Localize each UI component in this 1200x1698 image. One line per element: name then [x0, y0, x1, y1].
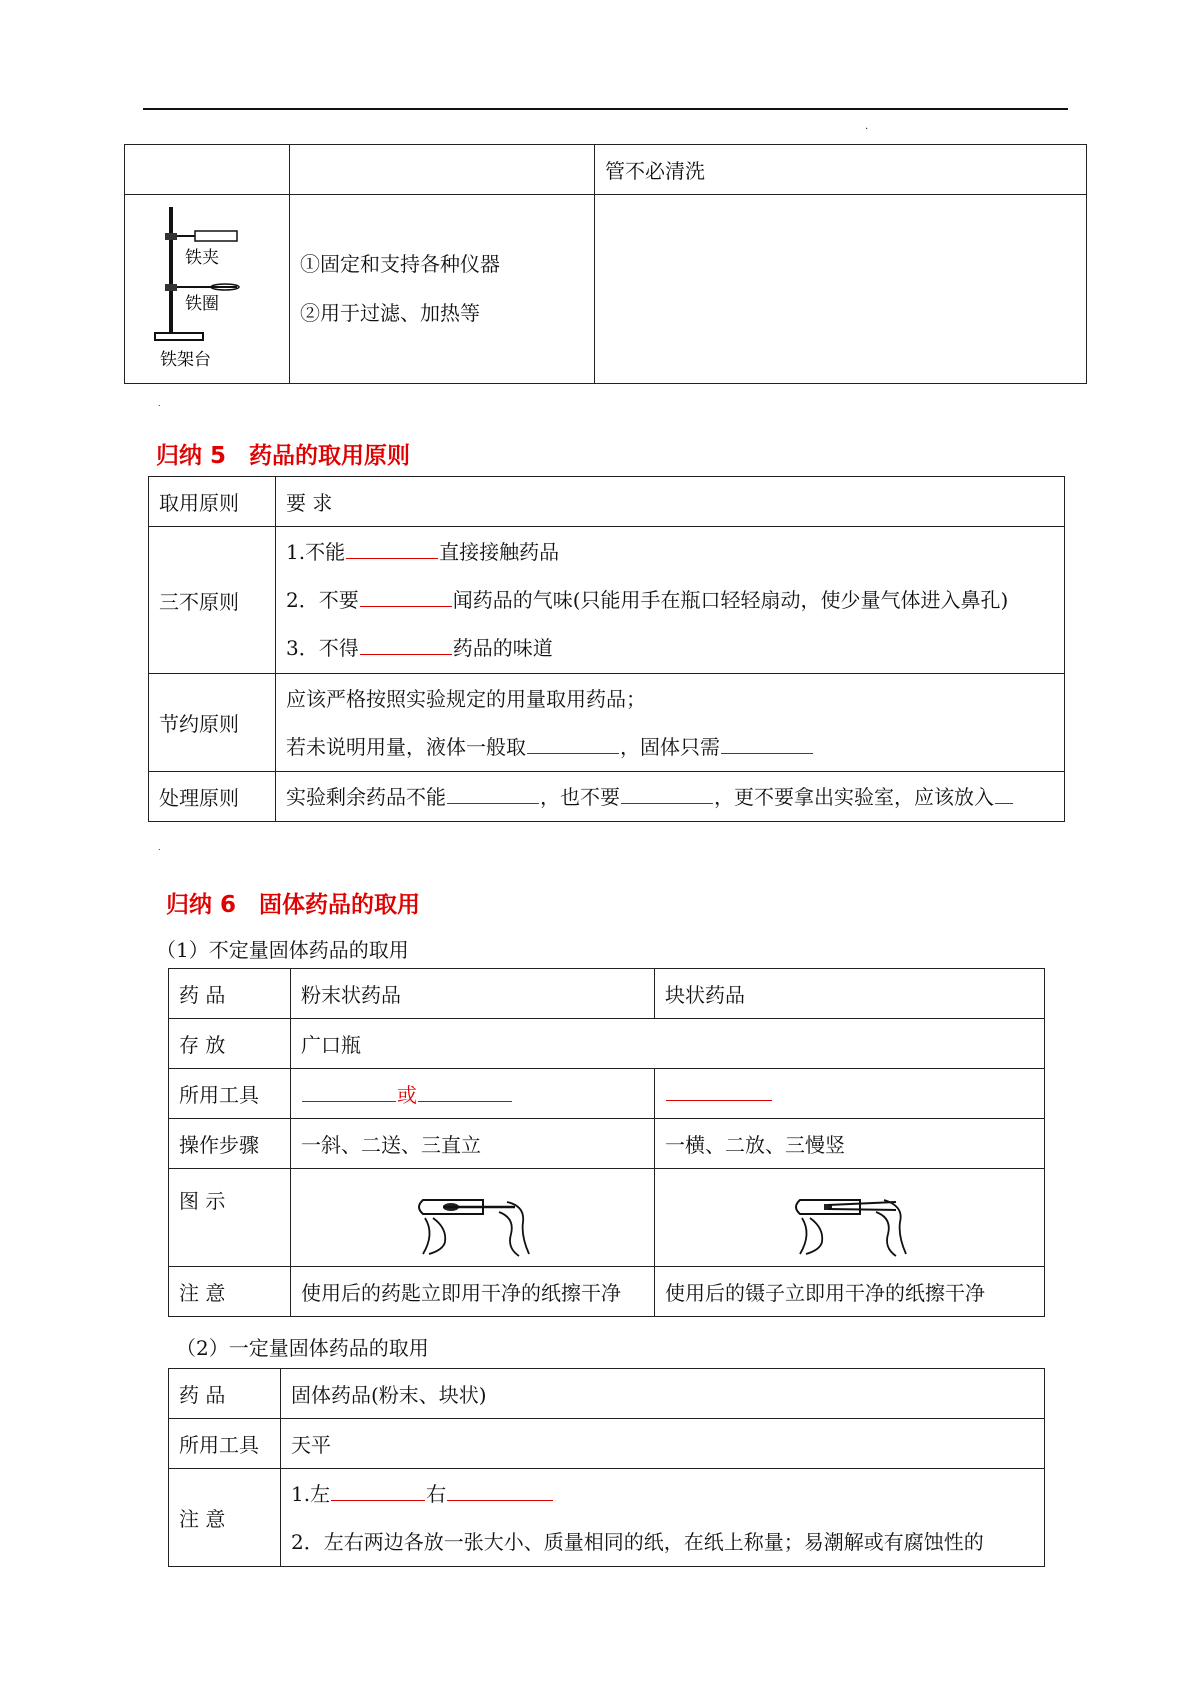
fill-blank: [360, 605, 452, 607]
tool2-label: 所用工具: [169, 1419, 281, 1469]
ring-label: 铁圈: [185, 294, 219, 314]
lump-note: 使用后的镊子立即用干净的纸擦干净: [655, 1267, 1045, 1317]
iron-stand-figure-cell: [125, 195, 290, 384]
fill-blank: [331, 1499, 425, 1501]
table-row: [149, 674, 1065, 772]
powder-tools: 或: [291, 1069, 655, 1119]
table-row: [149, 477, 1065, 527]
table-row: [169, 1119, 1045, 1169]
empty-cell: [125, 145, 290, 195]
empty-cell: [290, 145, 595, 195]
table-row: [149, 772, 1065, 822]
balance-table: [168, 1368, 1045, 1567]
table-row: [169, 1469, 1045, 1567]
fill-blank: [447, 802, 539, 804]
header-requirement: 要 求: [276, 477, 1065, 527]
table-row: [169, 1369, 1045, 1419]
stand-label: 铁架台: [160, 350, 211, 370]
lump-header: 块状药品: [655, 969, 1045, 1019]
section6-title: 归纳 6 固体药品的取用: [166, 892, 421, 918]
saving-text: [276, 674, 1065, 772]
fill-blank: [447, 1499, 553, 1501]
cleaning-note: 管不必清洗: [595, 145, 1087, 195]
powder-steps: 一斜、二送、三直立: [291, 1119, 655, 1169]
fill-blank: [995, 802, 1013, 804]
note2-label: 注 意: [169, 1469, 281, 1567]
tool2-value: 天平: [281, 1419, 1045, 1469]
clamp-label: 铁夹: [185, 248, 219, 268]
header-principle: 取用原则: [149, 477, 276, 527]
tools-label: 所用工具: [169, 1069, 291, 1119]
three-no-item-1: 1.不能 直接接触药品: [286, 540, 560, 564]
table-row: [169, 1267, 1045, 1317]
fill-blank: [527, 752, 619, 754]
marker-dot: .: [158, 843, 161, 852]
disposal-text: 实验剩余药品不能 ，也不要 ，更不要拿出实验室，应该放入: [276, 772, 1065, 822]
marker-dot: .: [158, 399, 161, 408]
fill-blank: [621, 802, 713, 804]
drug2-value: 固体药品(粉末、块状): [281, 1369, 1045, 1419]
iron-stand-icon: [125, 195, 290, 378]
use-1: ①固定和支持各种仪器: [300, 252, 500, 276]
header-dot: .: [865, 121, 869, 132]
note2-line-2: 2．左右两边各放一张大小、质量相同的纸，在纸上称量；易潮解或有腐蚀性的: [291, 1529, 984, 1554]
powder-note: 使用后的药匙立即用干净的纸擦干净: [291, 1267, 655, 1317]
saving-line-1: 应该严格按照实验规定的用量取用药品；: [286, 686, 646, 711]
section5-title: 归纳 5 药品的取用原则: [156, 443, 411, 469]
table-row: [169, 1419, 1045, 1469]
fill-blank: [666, 1099, 772, 1101]
use-2: ②用于过滤、加热等: [300, 301, 480, 325]
saving-label: 节约原则: [149, 674, 276, 772]
part1-title: （1）不定量固体药品的取用: [156, 938, 409, 962]
note-label: 注 意: [169, 1267, 291, 1317]
tweezers-tube-icon: [780, 1172, 920, 1258]
header-rule: [143, 108, 1068, 110]
powder-figure-cell: [291, 1169, 655, 1267]
steps-label: 操作步骤: [169, 1119, 291, 1169]
drug2-label: 药 品: [169, 1369, 281, 1419]
storage-label: 存 放: [169, 1019, 291, 1069]
table-row: [169, 969, 1045, 1019]
spatula-tube-icon: [403, 1172, 543, 1258]
table-row: [169, 1169, 1045, 1267]
fill-blank: [346, 557, 438, 559]
disposal-label: 处理原则: [149, 772, 276, 822]
part2-title: （2）一定量固体药品的取用: [176, 1336, 429, 1360]
solid-drug-table: [168, 968, 1045, 1317]
lump-steps: 一横、二放、三慢竖: [655, 1119, 1045, 1169]
table-row: [169, 1069, 1045, 1119]
table-row: [125, 195, 1087, 384]
storage-value: 广口瓶: [291, 1019, 1045, 1069]
fill-blank: [302, 1100, 396, 1102]
lump-figure-cell: [655, 1169, 1045, 1267]
table-row: [125, 145, 1087, 195]
lump-tools: [655, 1069, 1045, 1119]
three-no-label: 三不原则: [149, 527, 276, 674]
saving-line-2: 若未说明用量，液体一般取 ，固体只需: [286, 723, 1054, 771]
fill-blank: [360, 653, 452, 655]
apparatus-table: [124, 144, 1087, 384]
powder-header: 粉末状药品: [291, 969, 655, 1019]
empty-cell: [595, 195, 1087, 384]
three-no-items: [276, 527, 1065, 674]
fill-blank: [721, 752, 813, 754]
fill-blank: [418, 1100, 512, 1102]
figure-label: 图 示: [169, 1169, 291, 1267]
three-no-item-2: 2．不要 闻药品的气味(只能用手在瓶口轻轻扇动，使少量气体进入鼻孔): [286, 588, 1009, 612]
table-row: [169, 1019, 1045, 1069]
principles-table: [148, 476, 1065, 822]
drug-label: 药 品: [169, 969, 291, 1019]
uses-cell: [290, 195, 595, 384]
note2-text: [281, 1469, 1045, 1567]
note2-line-1: 1.左 右: [291, 1470, 1034, 1518]
three-no-item-3: 3．不得 药品的味道: [286, 636, 553, 660]
table-row: [149, 527, 1065, 674]
